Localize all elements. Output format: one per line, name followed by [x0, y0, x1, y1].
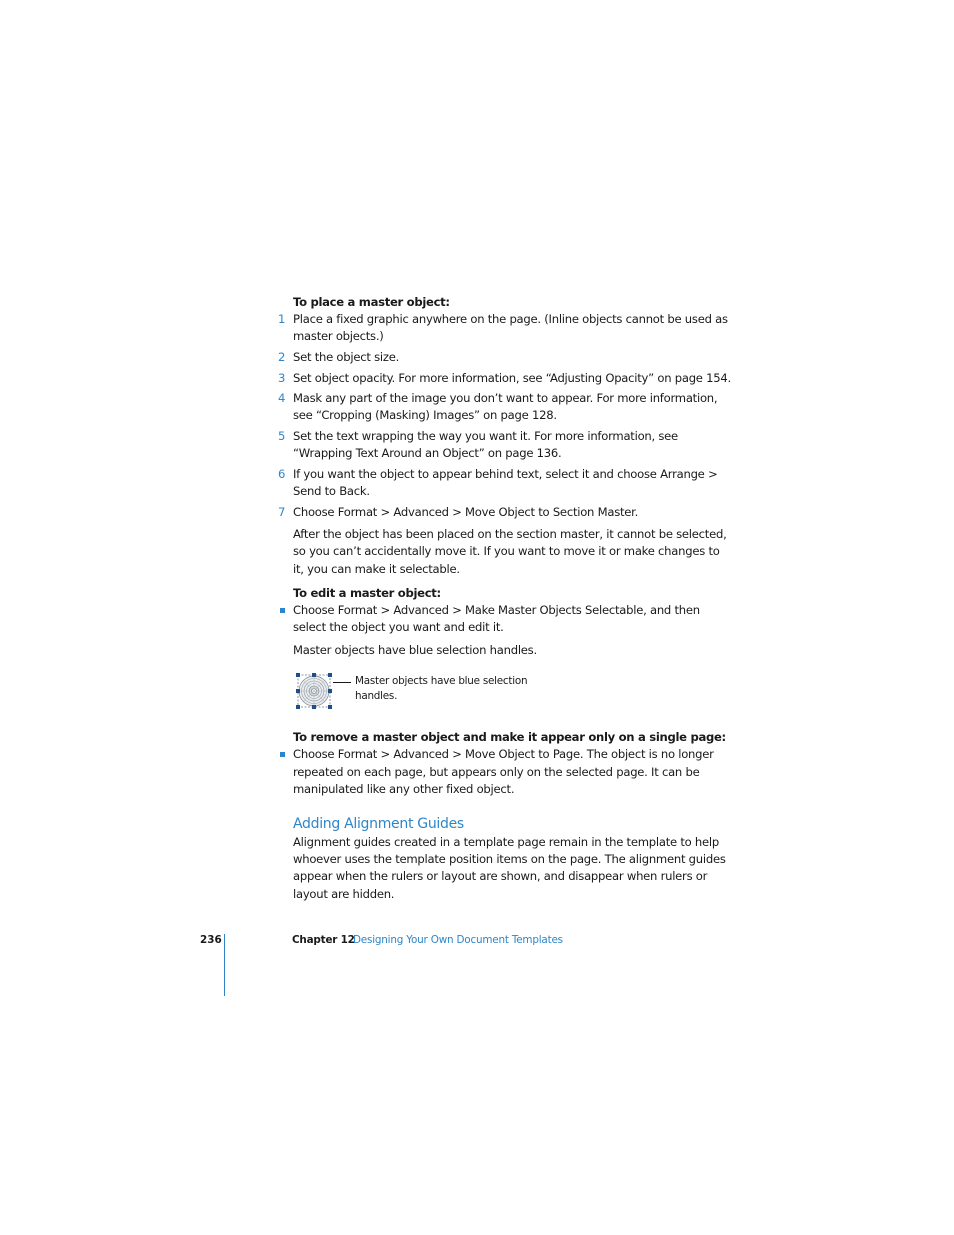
square-bullet-icon — [280, 752, 285, 757]
step-item — [278, 504, 733, 521]
footer-chapter-label: Chapter 12 — [292, 934, 355, 946]
page-content — [278, 294, 733, 903]
place-steps-list — [278, 311, 733, 521]
footer-divider — [224, 934, 225, 996]
step-number: 3 — [278, 370, 286, 385]
step-number: 4 — [278, 391, 286, 406]
figure-caption: Master objects have blue selection handles. — [355, 675, 528, 703]
step-text: Choose Format > Advanced > Move Object to Section Master. — [293, 504, 639, 519]
step-text: Mask any part of the image you don’t want to appear. For more information, see “Cropping (Masking) Images” on page 128. — [293, 391, 718, 423]
step-item — [278, 349, 733, 366]
master-object-graphic-icon — [296, 673, 332, 711]
edit-master-object-heading: To edit a master object: — [293, 585, 441, 600]
step-text: Place a fixed graphic anywhere on the page. (Inline objects cannot be used as master objects.) — [293, 312, 728, 344]
selection-handles-note: Master objects have blue selection handles. — [293, 643, 537, 657]
place-master-object-heading: To place a master object: — [293, 295, 450, 309]
remove-master-object-heading: To remove a master object and make it appear only on a single page: — [293, 730, 726, 745]
step-item — [278, 311, 733, 345]
list-item — [293, 602, 733, 636]
step-text: If you want the object to appear behind text, select it and choose Arrange > Send to Back. — [293, 466, 718, 498]
master-object-figure — [293, 669, 733, 717]
step-item — [278, 428, 733, 462]
step-number: 2 — [278, 350, 286, 364]
square-bullet-icon — [280, 608, 285, 613]
after-placement-paragraph: After the object has been placed on the section master, it cannot be selected, so you can’t accidentally move it. If you want to move it or make changes to it, you can make it selectable. — [293, 527, 727, 576]
footer-chapter-title: Designing Your Own Document Templates — [353, 934, 563, 946]
bullet-text: Choose Format > Advanced > Make Master Objects Selectable, and then select the object you want and edit it. — [293, 603, 700, 635]
list-item — [293, 746, 733, 798]
step-text: Set object opacity. For more information, see “Adjusting Opacity” on page 154. — [293, 370, 731, 385]
alignment-guides-paragraph: Alignment guides created in a template page remain in the template to help whoever uses the template position items on the page. The alignment guides appear when the rulers or layout are shown, and disappear when rulers or layout are hidden. — [293, 835, 726, 901]
step-item — [278, 466, 733, 500]
step-number: 1 — [278, 312, 286, 327]
section-title-alignment-guides: Adding Alignment Guides — [293, 816, 464, 833]
page-number: 236 — [200, 934, 222, 946]
remove-bullets-list — [293, 746, 733, 798]
callout-line — [333, 682, 351, 683]
step-text: Set the object size. — [293, 350, 400, 364]
step-item — [278, 370, 733, 387]
edit-bullets-list — [293, 602, 733, 636]
step-number: 6 — [278, 466, 286, 481]
step-number: 5 — [278, 428, 286, 443]
bullet-text: Choose Format > Advanced > Move Object to Page. The object is no longer repeated on each page, but appears only on the selected page. It can be manipulated like any other fixed object. — [293, 747, 714, 796]
step-number: 7 — [278, 504, 286, 519]
step-text: Set the text wrapping the way you want it. For more information, see “Wrapping Text Around an Object” on page 136. — [293, 428, 678, 461]
step-item — [278, 390, 733, 424]
